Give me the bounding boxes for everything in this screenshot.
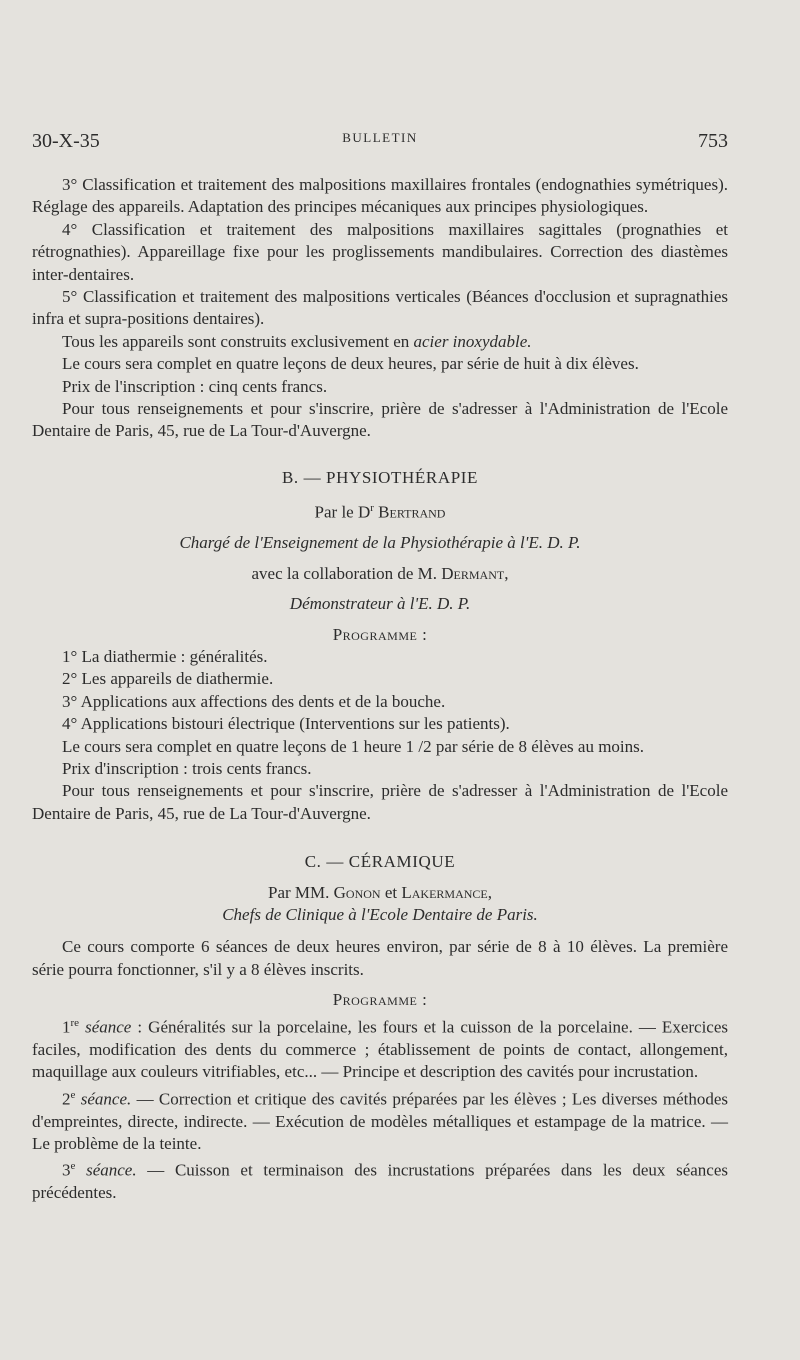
b-item-2: 2° Les appareils de diathermie. (62, 669, 274, 689)
running-header (32, 126, 728, 156)
c-role: Chefs de Clinique à l'Ecole Dentaire de Paris. (222, 905, 538, 925)
b-byline (32, 497, 728, 524)
c-byline (32, 882, 728, 904)
header-date: 30-X-35 (32, 130, 100, 152)
a-steel-emph: acier inoxydable. (413, 331, 532, 351)
c-seance-3-num: 3 (62, 1161, 71, 1181)
b-info: Pour tous renseignements et pour s'inscrire, prière de s'adresser à l'Administration de l'Ecole Dentaire de Paris, 45, rue de La Tour-d'Auvergne. (32, 781, 728, 823)
c-intro: Ce cours comporte 6 séances de deux heures environ, par série de 8 à 10 élèves. La première série pourra fonctionner, s'il y a 8 élèves inscrits. (32, 937, 728, 979)
b-by-prefix: Par le D (314, 502, 371, 522)
c-seance-2 (32, 1084, 728, 1156)
header-title: BULLETIN (342, 130, 418, 145)
a-steel-prefix: Tous les appareils sont construits exclusivement en (62, 331, 414, 351)
b-item-3: 3° Applications aux affections des dents et de la bouche. (62, 691, 446, 711)
b-collab-role: Démonstrateur à l'E. D. P. (289, 594, 471, 614)
c-seance-1-num: 1 (62, 1017, 71, 1037)
b-title: B. — PHYSIOTHÉRAPIE (281, 467, 479, 487)
b-price: Prix d'inscription : trois cents francs. (62, 759, 312, 778)
page-number: 753 (698, 130, 728, 152)
b-collab-name: Dermant (441, 563, 505, 583)
c-seance-3-label: séance. (86, 1161, 137, 1181)
c-by-name2: Lakermance (401, 882, 488, 902)
b-by-name: Bertrand (378, 502, 446, 522)
c-seance-2-label: séance. (80, 1089, 132, 1109)
c-seance-2-num: 2 (62, 1089, 71, 1109)
b-course: Le cours sera complet en quatre leçons de 1 heure 1 /2 par série de 8 élèves au moins. (62, 736, 645, 756)
c-seance-2-sup: e (70, 1088, 76, 1101)
c-seance-3 (32, 1155, 728, 1204)
a-steel-note (32, 331, 728, 353)
c-seance-1-label: séance (85, 1017, 132, 1037)
c-programme-label: Programme : (332, 990, 428, 1010)
c-by-mid: et (380, 882, 402, 902)
c-seance-1 (32, 1012, 728, 1084)
c-seance-3-sup: e (70, 1160, 76, 1173)
a-item-5: 5° Classification et traitement des malpositions verticales (Béances d'occlusion et supragnathies infra et supra-positions dentaires). (32, 287, 728, 329)
a-info: Pour tous renseignements et pour s'inscrire, prière de s'adresser à l'Administration de l'Ecole Dentaire de Paris, 45, rue de La Tour-d'Auvergne. (32, 399, 728, 441)
a-price: Prix de l'inscription : cinq cents francs. (62, 376, 328, 396)
c-seance-2-text: — Correction et critique des cavités préparées par les élèves ; Les diverses méthodes d'empreintes, directe, indirecte. — Exécution de modèles métalliques et estampage de la matrice. — Le problème de la teinte. (32, 1089, 729, 1153)
b-by-sup: r (370, 502, 374, 515)
page-body (32, 174, 728, 1205)
a-item-3: 3° Classification et traitement des malpositions maxillaires frontales (endognathies symétriques). Réglage des appareils. Adaptation des principes mécaniques aux principes physiologiques. (32, 175, 728, 217)
c-by-suffix: , (487, 882, 493, 902)
c-by-prefix: Par MM. (267, 882, 334, 902)
b-item-1: 1° La diathermie : généralités. (62, 646, 268, 666)
c-seance-1-sup: re (70, 1016, 80, 1029)
a-course: Le cours sera complet en quatre leçons de deux heures, par série de huit à dix élèves. (62, 354, 639, 374)
b-collab-suffix: , (504, 563, 509, 583)
b-collab (32, 563, 728, 585)
c-seance-1-text: : Généralités sur la porcelaine, les fours et la cuisson de la porcelaine. — Exercices faciles, modification des dents du commerce ; établissement de points de contact, allongement, maquillage aux couleurs vitrifiables, etc... — Principe et description des cavités pour incrustation. (32, 1017, 728, 1082)
b-programme-label: Programme : (332, 624, 428, 644)
a-item-4: 4° Classification et traitement des malpositions maxillaires sagittales (prognathies et rétrognathies). Appareillage fixe pour les proglissements mandibulaires. Correction des diastèmes inter-dentaires. (32, 219, 728, 284)
b-role: Chargé de l'Enseignement de la Physiothérapie à l'E. D. P. (179, 533, 581, 553)
b-item-4: 4° Applications bistouri électrique (Interventions sur les patients). (62, 714, 510, 734)
c-seance-3-text: — Cuisson et terminaison des incrustations préparées dans les deux séances précédentes. (32, 1161, 729, 1203)
c-by-name1: Gonon (333, 882, 381, 902)
c-title: C. — CÉRAMIQUE (304, 852, 456, 872)
b-collab-prefix: avec la collaboration de M. (251, 563, 442, 583)
